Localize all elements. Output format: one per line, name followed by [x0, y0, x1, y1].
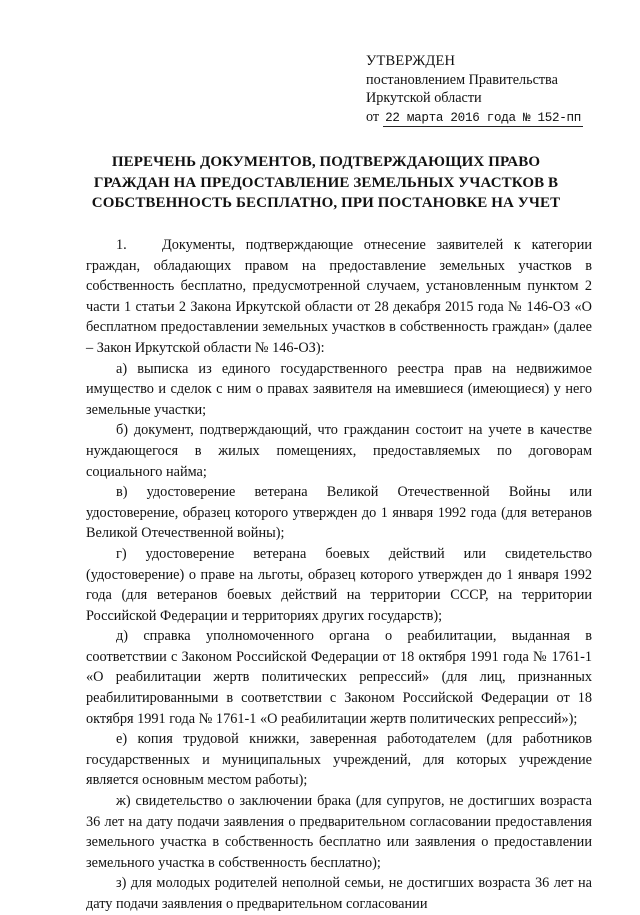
approval-date-prefix: от: [366, 108, 380, 125]
approval-date-row: [366, 108, 628, 127]
list-item-a: а) выписка из единого государственного реестра прав на недвижимое имущество и сделок с ним о правах заявителя на имевшиеся (имеющиеся) у него земельные участки;: [86, 360, 592, 418]
list-item-b: б) документ, подтверждающий, что гражданин состоит на учете в качестве нуждающегося в жилых помещениях, предоставляемых по договорам социального найма;: [86, 422, 592, 480]
list-item-v: в) удостоверение ветерана Великой Отечественной Войны или удостоверение, образец которого утвержден до 1 января 1992 года (для ветеранов Великой Отечественной войны);: [86, 484, 592, 542]
title-line-1: ПЕРЕЧЕНЬ ДОКУМЕНТОВ, ПОДТВЕРЖДАЮЩИХ ПРАВО: [111, 154, 541, 170]
title-line-3: СОБСТВЕННОСТЬ БЕСПЛАТНО, ПРИ ПОСТАНОВКЕ НА УЧЕТ: [91, 195, 561, 211]
paragraph-1-text: Документы, подтверждающие отнесение заявителей к категории граждан, обладающих правом на предоставление земельных участков в собственность бесплатно, предусмотренной случаем, установленным пунктом 2 части 1 статьи 2 Закона Иркутской области от 28 декабря 2015 года № 146-ОЗ «О бесплатном предоставлении земельных участков в собственность граждан» (далее – Закон Иркутской области № 146-ОЗ):: [86, 237, 592, 356]
paragraph-1: [86, 235, 592, 359]
list-item-z: з) для молодых родителей неполной семьи, не достигших возраста 36 лет на дату подачи заявления о предварительном согласовании: [86, 875, 592, 912]
list-item-e: е) копия трудовой книжки, заверенная работодателем (для работников государственных и муниципальных учреждений, для которых учреждение является основным местом работы);: [86, 731, 592, 789]
approval-stamp: [366, 52, 628, 127]
paragraph-number: 1.: [116, 237, 127, 253]
approval-authority: постановлением Правительства: [366, 71, 558, 88]
list-item-g: г) удостоверение ветерана боевых действий или свидетельство (удостоверение) о праве на льготы, образец которого утвержден до 1 января 1992 года (для ветеранов боевых действий на территории СССР, на территории Российской Федерации и территориях других государств);: [86, 545, 592, 624]
approval-region: Иркутской области: [366, 90, 482, 106]
approval-date: 22 марта 2016 года № 152-пп: [385, 110, 582, 125]
document-title: [88, 152, 564, 214]
document-body: [86, 235, 592, 915]
list-item-zh: ж) свидетельство о заключении брака (для супругов, не достигших возраста 36 лет на дату подачи заявления о предварительном согласовании предоставления земельного участка в собственность бесплатно или заявления о предоставлении земельного участка в собственность бесплатно);: [86, 793, 592, 871]
title-line-2: ГРАЖДАН НА ПРЕДОСТАВЛЕНИЕ ЗЕМЕЛЬНЫХ УЧАСТКОВ В: [93, 174, 559, 191]
approval-title: УТВЕРЖДЕН: [366, 53, 456, 69]
list-item-d: д) справка уполномоченного органа о реабилитации, выданная в соответствии с Законом Российской Федерации от 18 октября 1991 года № 1761-1 «О реабилитации жертв политических репрессий» (для лиц, признанных реабилитированными в соответствии с Законом Российской Федерации от 18 октября 1991 года № 1761-1 «О реабилитации жертв политических репрессий»);: [86, 628, 592, 727]
